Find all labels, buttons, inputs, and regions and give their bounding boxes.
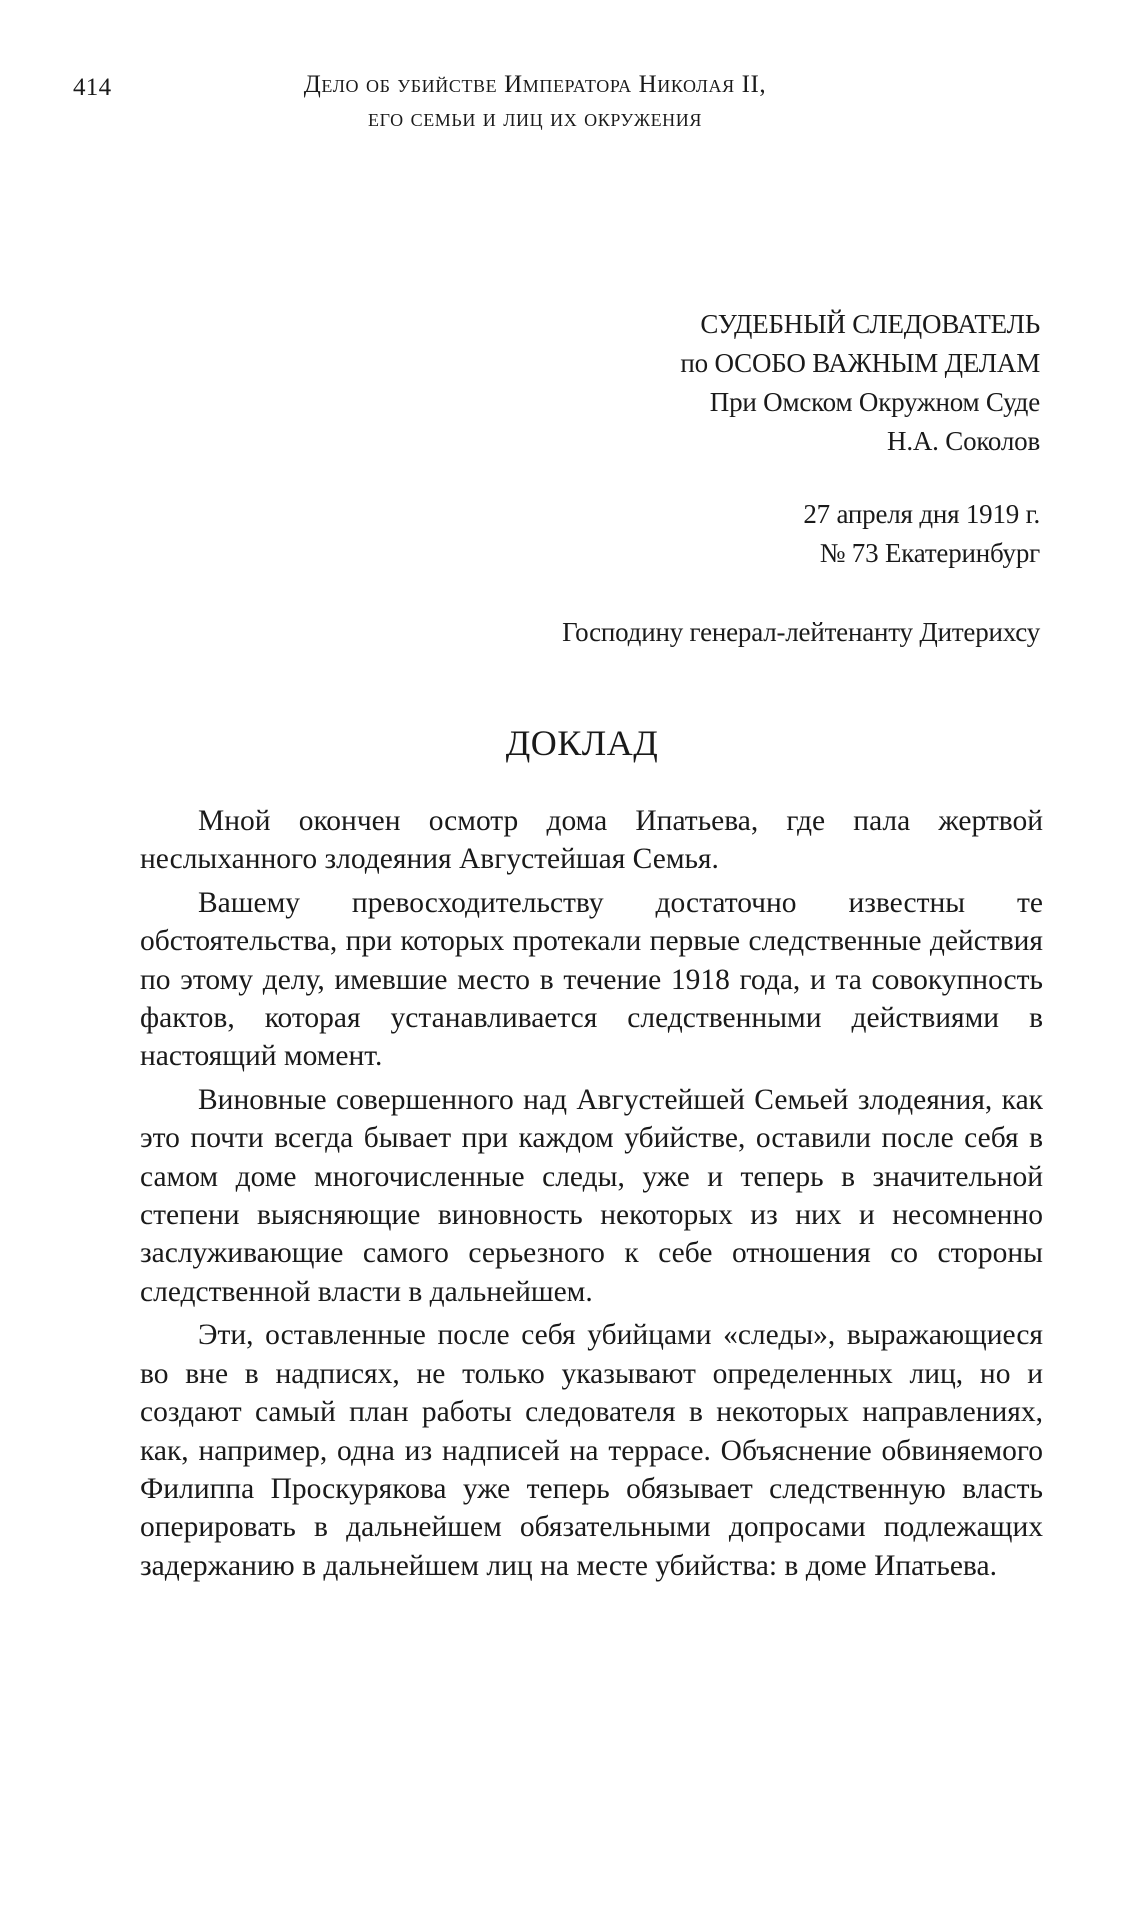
addressee: Господину генерал-лейтенанту Дитерихсу [562, 617, 1040, 647]
paragraph-1: Мной окончен осмотр дома Ипатьева, где пала жертвой неслыханного злодеяния Августейшая Семья. [140, 805, 1043, 876]
letterhead-court: При Омском Окружном Суде [709, 387, 1040, 417]
paragraph-3: Виновные совершенного над Августейшей Семьей злодеяния, как это почти всегда бывает при каждом убийстве, оставили после себя в самом доме многочисленные следы, уже и теперь в значительной степени выясняющие виновность некоторых из них и несомненно заслуживающие самого серьезного к себе отношения со стороны следственной власти в дальнейшем. [140, 1083, 1043, 1308]
running-head-line-2: его семьи и лиц их окружения [368, 105, 702, 132]
document-number-place: № 73 Екатеринбург [819, 538, 1040, 568]
document-date: 27 апреля дня 1919 г. [803, 499, 1040, 529]
running-head [150, 68, 920, 136]
letterhead-position: СУДЕБНЫЙ СЛЕДОВАТЕЛЬ [700, 309, 1040, 339]
paragraph-4: Эти, оставленные после себя убийцами «следы», выражающиеся во вне в надписях, не только указывают определенных лиц, но и создают самый план работы следователя в некоторых направлениях, как, например, одна из надписей на террасе. Объяснение обвиняемого Филиппа Проскурякова уже теперь обязывает следственную власть оперировать в дальнейшем обязательными допросами подлежащих задержанию в дальнейшем лиц на месте убийства: в доме Ипатьева. [140, 1319, 1043, 1582]
letterhead-department: по ОСОБО ВАЖНЫМ ДЕЛАМ [680, 348, 1040, 378]
date-block [280, 495, 1040, 573]
paragraph-2: Вашему превосходительству достаточно известны те обстоятельства, при которых протекали первые следственные действия по этому делу, имевшие место в течение 1918 года, и та совокупность фактов, которая устанавливается следственными действиями в настоящий момент. [140, 886, 1043, 1073]
document-title: ДОКЛАД [505, 723, 659, 763]
letterhead-block [280, 305, 1040, 461]
report-body [140, 802, 1043, 1590]
page-number: 414 [73, 74, 112, 101]
running-head-line-1: Дело об убийстве Императора Николая II, [303, 71, 767, 98]
letterhead-signatory: Н.А. Соколов [887, 426, 1040, 456]
